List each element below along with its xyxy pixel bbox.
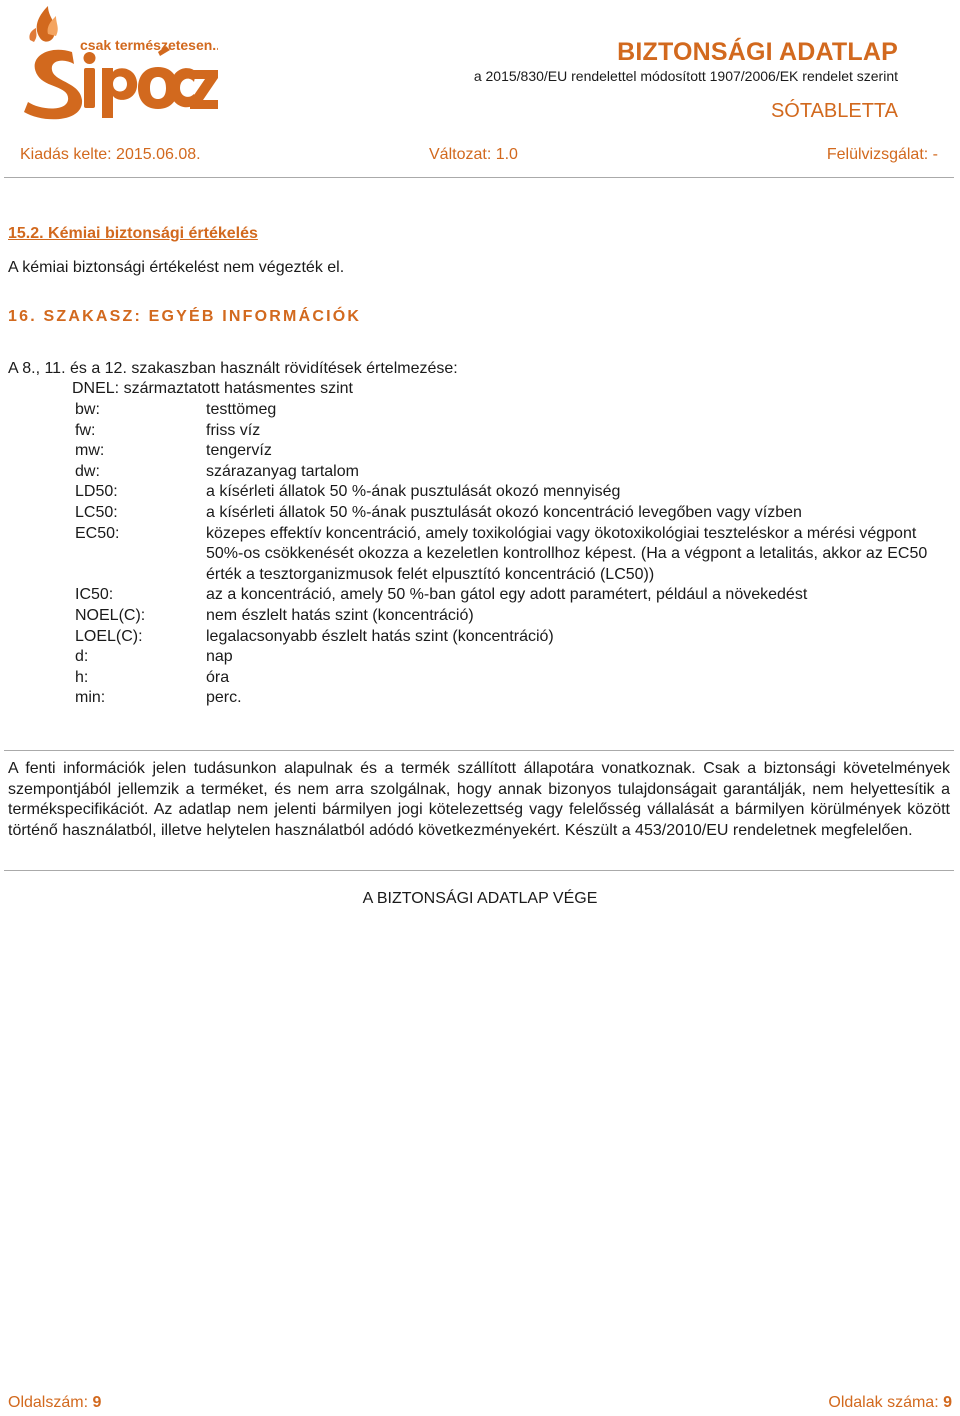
abbreviation-value: testtömeg xyxy=(206,401,277,418)
document-title: BIZTONSÁGI ADATLAP xyxy=(617,38,898,66)
abbreviation-key: bw: xyxy=(75,401,100,418)
abbreviation-value: perc. xyxy=(206,689,242,707)
abbreviation-key: IC50: xyxy=(75,586,114,604)
version: Változat: 1.0 xyxy=(429,146,518,163)
abbreviation-value: tengervíz xyxy=(206,442,272,460)
logo-graphic xyxy=(18,4,218,122)
abbreviation-key: LOEL(C): xyxy=(75,627,143,645)
page-count xyxy=(828,1394,952,1412)
abbreviation-key: EC50: xyxy=(75,524,120,542)
disclaimer-top-divider xyxy=(4,750,954,751)
abbreviation-row xyxy=(75,482,955,503)
section-16-heading: 16. SZAKASZ: EGYÉB INFORMÁCIÓK xyxy=(8,308,362,325)
disclaimer-bottom-divider xyxy=(4,870,954,871)
abbreviation-row xyxy=(75,688,955,709)
abbreviation-key: dw: xyxy=(75,462,100,480)
page-count-label: Oldalak száma: xyxy=(828,1394,939,1411)
section-15-2-text: A kémiai biztonsági értékelést nem végezték el. xyxy=(8,259,345,276)
abbreviation-key: h: xyxy=(75,668,89,686)
abbreviation-row xyxy=(75,400,955,421)
abbreviation-key: d: xyxy=(75,648,89,666)
abbreviation-key: LC50: xyxy=(75,503,118,521)
page-count-value: 9 xyxy=(943,1394,952,1411)
page-number-value: 9 xyxy=(92,1394,102,1411)
abbreviation-value: a kísérleti állatok 50 %-ának pusztulását okozó mennyiség xyxy=(206,483,621,501)
brand-logo xyxy=(18,4,218,122)
abbreviation-row xyxy=(75,421,955,442)
abbreviation-key: fw: xyxy=(75,421,96,439)
abbreviation-key: mw: xyxy=(75,442,105,460)
abbreviation-row xyxy=(75,441,955,462)
revision: Felülvizsgálat: - xyxy=(826,146,938,163)
abbreviation-value: szárazanyag tartalom xyxy=(206,462,359,480)
product-name: SÓTABLETTA xyxy=(770,100,898,122)
section-15-2-heading: 15.2. Kémiai biztonsági értékelés xyxy=(8,225,258,242)
abbreviation-row xyxy=(75,627,955,648)
abbreviation-row xyxy=(75,524,955,586)
issue-date: Kiadás kelte: 2015.06.08. xyxy=(20,146,201,163)
abbreviation-value: friss víz xyxy=(206,421,261,439)
disclaimer-text: A fenti információk jelen tudásunkon alapulnak és a termék szállított állapotára vonatkoznak. Csak a biztonsági követelmények szempontjából jellemzik a terméket, és nem arra szolgálnak, hogy annak bizonyos tulajdonságait garantálják, nem helyettesítik a termékspecifikációt. Az adatlap nem jelenti bármilyen jogi kötelezettség vagy felelősség vállalását a bármilyen körülmények között történő használatból, illetve helytelen használatból adódó következményekért. Készült a 453/2010/EU rendeletnek megfelelően. xyxy=(8,760,950,840)
abbreviation-dnel: DNEL: származtatott hatásmentes szint xyxy=(72,380,353,397)
abbreviation-list xyxy=(75,400,955,709)
abbreviation-row xyxy=(75,585,955,606)
abbreviation-value: nap xyxy=(206,648,233,666)
regulation-reference: a 2015/830/EU rendelettel módosított 1907/2006/EK rendelet szerint xyxy=(473,68,898,84)
abbreviation-row xyxy=(75,462,955,483)
abbreviation-value: a kísérleti állatok 50 %-ának pusztulását okozó koncentráció levegőben vagy vízben xyxy=(206,503,802,521)
header-divider xyxy=(4,177,954,178)
page-number xyxy=(8,1394,101,1412)
abbreviation-row xyxy=(75,606,955,627)
abbreviation-value: legalacsonyabb észlelt hatás szint (koncentráció) xyxy=(206,627,554,645)
abbreviation-key: LD50: xyxy=(75,483,118,501)
abbreviation-key: NOEL(C): xyxy=(75,606,146,624)
abbreviation-key: min: xyxy=(75,689,106,707)
abbreviation-value: közepes effektív koncentráció, amely toxikológiai vagy ökotoxikológiai teszteléskor a mérési végpont 50%-os csökkenését okozza a kezeletlen kontrollhoz képest. (Ha a végpont a letalitás, akkor az EC50 érték a tesztorganizmusok felét elpusztító koncentráció (LC50)) xyxy=(206,524,928,583)
abbreviation-value: óra xyxy=(206,668,230,686)
logo-tagline: csak természetesen... xyxy=(80,37,218,53)
abbreviations-intro: A 8., 11. és a 12. szakaszban használt rövidítések értelmezése: xyxy=(8,360,458,377)
abbreviation-row xyxy=(75,503,955,524)
page-number-label: Oldalszám: xyxy=(8,1394,89,1411)
abbreviation-row xyxy=(75,668,955,689)
abbreviation-row xyxy=(75,647,955,668)
abbreviation-value: az a koncentráció, amely 50 %-ban gátol egy adott paramétert, például a növekedést xyxy=(206,586,808,604)
abbreviation-value: nem észlelt hatás szint (koncentráció) xyxy=(206,606,474,624)
end-of-sheet: A BIZTONSÁGI ADATLAP VÉGE xyxy=(362,890,598,907)
